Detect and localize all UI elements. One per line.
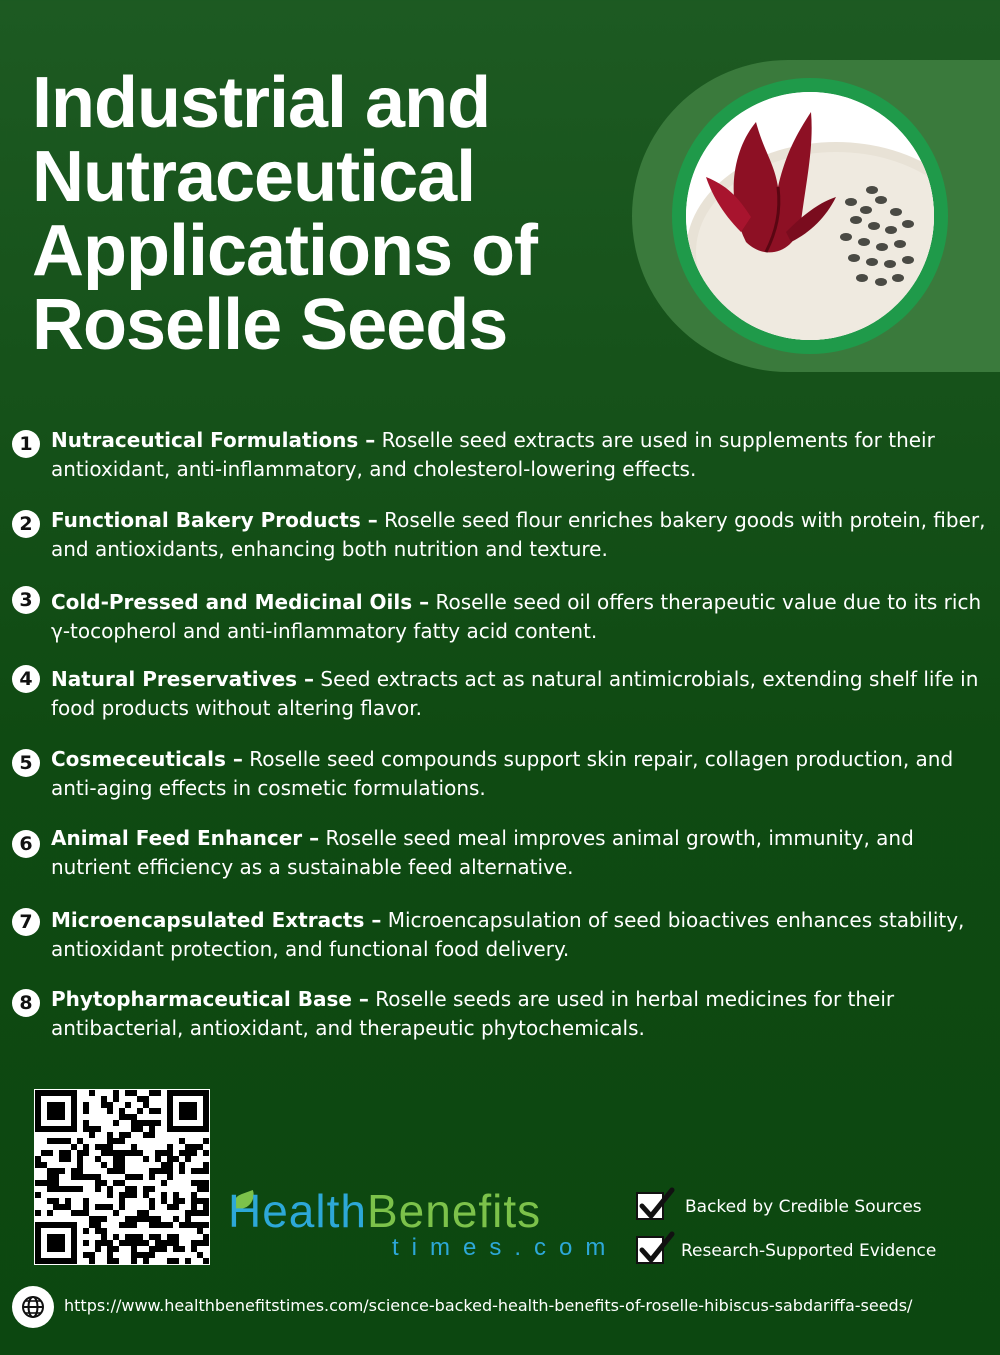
item-number-badge: 6 [12, 830, 40, 858]
item-description: Roselle seed oil offers therapeutic value due to its rich γ-tocopherol and anti-inflammatory fatty acid content. [51, 590, 982, 643]
item-text [51, 665, 996, 723]
item-number-badge: 2 [12, 510, 40, 538]
item-term: Nutraceutical Formulations – [51, 428, 376, 452]
title-line: Applications of [32, 211, 537, 291]
checkmark-icon [636, 1236, 664, 1264]
item-number-badge: 7 [12, 908, 40, 936]
title-line: Roselle Seeds [32, 285, 508, 365]
item-text [51, 985, 996, 1043]
item-term: Phytopharmaceutical Base – [51, 987, 369, 1011]
item-text [51, 588, 996, 646]
item-term: Functional Bakery Products – [51, 508, 378, 532]
checkmark-icon [636, 1192, 664, 1220]
item-description: Roselle seeds are used in herbal medicines for their antibacterial, antioxidant, and therapeutic phytochemicals. [51, 987, 895, 1040]
page-title [32, 63, 632, 365]
globe-icon [12, 1286, 54, 1328]
item-number-badge: 8 [12, 989, 40, 1017]
item-description: Seed extracts act as natural antimicrobials, extending shelf life in food products without altering flavor. [51, 667, 979, 720]
title-line: Nutraceutical [32, 137, 476, 217]
item-description: Roselle seed flour enriches bakery goods with protein, fiber, and antioxidants, enhancing both nutrition and texture. [51, 508, 986, 561]
roselle-seeds-photo [686, 92, 934, 340]
item-term: Animal Feed Enhancer – [51, 826, 320, 850]
item-description: Microencapsulation of seed bioactives enhances stability, antioxidant protection, and functional food delivery. [51, 908, 965, 961]
item-number-badge: 3 [12, 586, 40, 614]
item-term: Natural Preservatives – [51, 667, 315, 691]
badge-research-evidence [636, 1236, 976, 1270]
source-url-link[interactable]: https://www.healthbenefitstimes.com/science-backed-health-benefits-of-roselle-hibiscus-sabdariffa-seeds/ [64, 1296, 913, 1315]
badge-text: Backed by Credible Sources [685, 1197, 922, 1217]
item-description: Roselle seed extracts are used in supplements for their antioxidant, anti-inflammatory, and cholesterol-lowering effects. [51, 428, 935, 481]
logo-benefits: Benefits [366, 1185, 542, 1237]
item-number-badge: 4 [12, 665, 40, 693]
item-text [51, 745, 996, 803]
item-text [51, 824, 996, 882]
item-text [51, 506, 996, 564]
item-term: Cold-Pressed and Medicinal Oils – [51, 590, 430, 614]
badge-credible-sources [636, 1192, 976, 1226]
qr-code[interactable] [34, 1089, 210, 1265]
item-text [51, 426, 996, 484]
item-number-badge: 1 [12, 430, 40, 458]
logo-wordmark [228, 1186, 541, 1236]
item-description: Roselle seed meal improves animal growth, immunity, and nutrient efficiency as a sustainable feed alternative. [51, 826, 914, 879]
badge-text: Research-Supported Evidence [681, 1241, 937, 1261]
item-text [51, 906, 996, 964]
qr-code-icon [34, 1089, 210, 1265]
site-logo[interactable] [228, 1185, 619, 1266]
logo-domain: times.com [392, 1234, 619, 1261]
item-number-badge: 5 [12, 749, 40, 777]
roselle-calyx-and-seeds-photo [686, 92, 934, 340]
item-description: Roselle seed compounds support skin repair, collagen production, and anti-aging effects in cosmetic formulations. [51, 747, 954, 800]
logo-health: Health [228, 1185, 367, 1237]
item-term: Microencapsulated Extracts – [51, 908, 382, 932]
title-line: Industrial and [32, 63, 491, 143]
item-term: Cosmeceuticals – [51, 747, 243, 771]
